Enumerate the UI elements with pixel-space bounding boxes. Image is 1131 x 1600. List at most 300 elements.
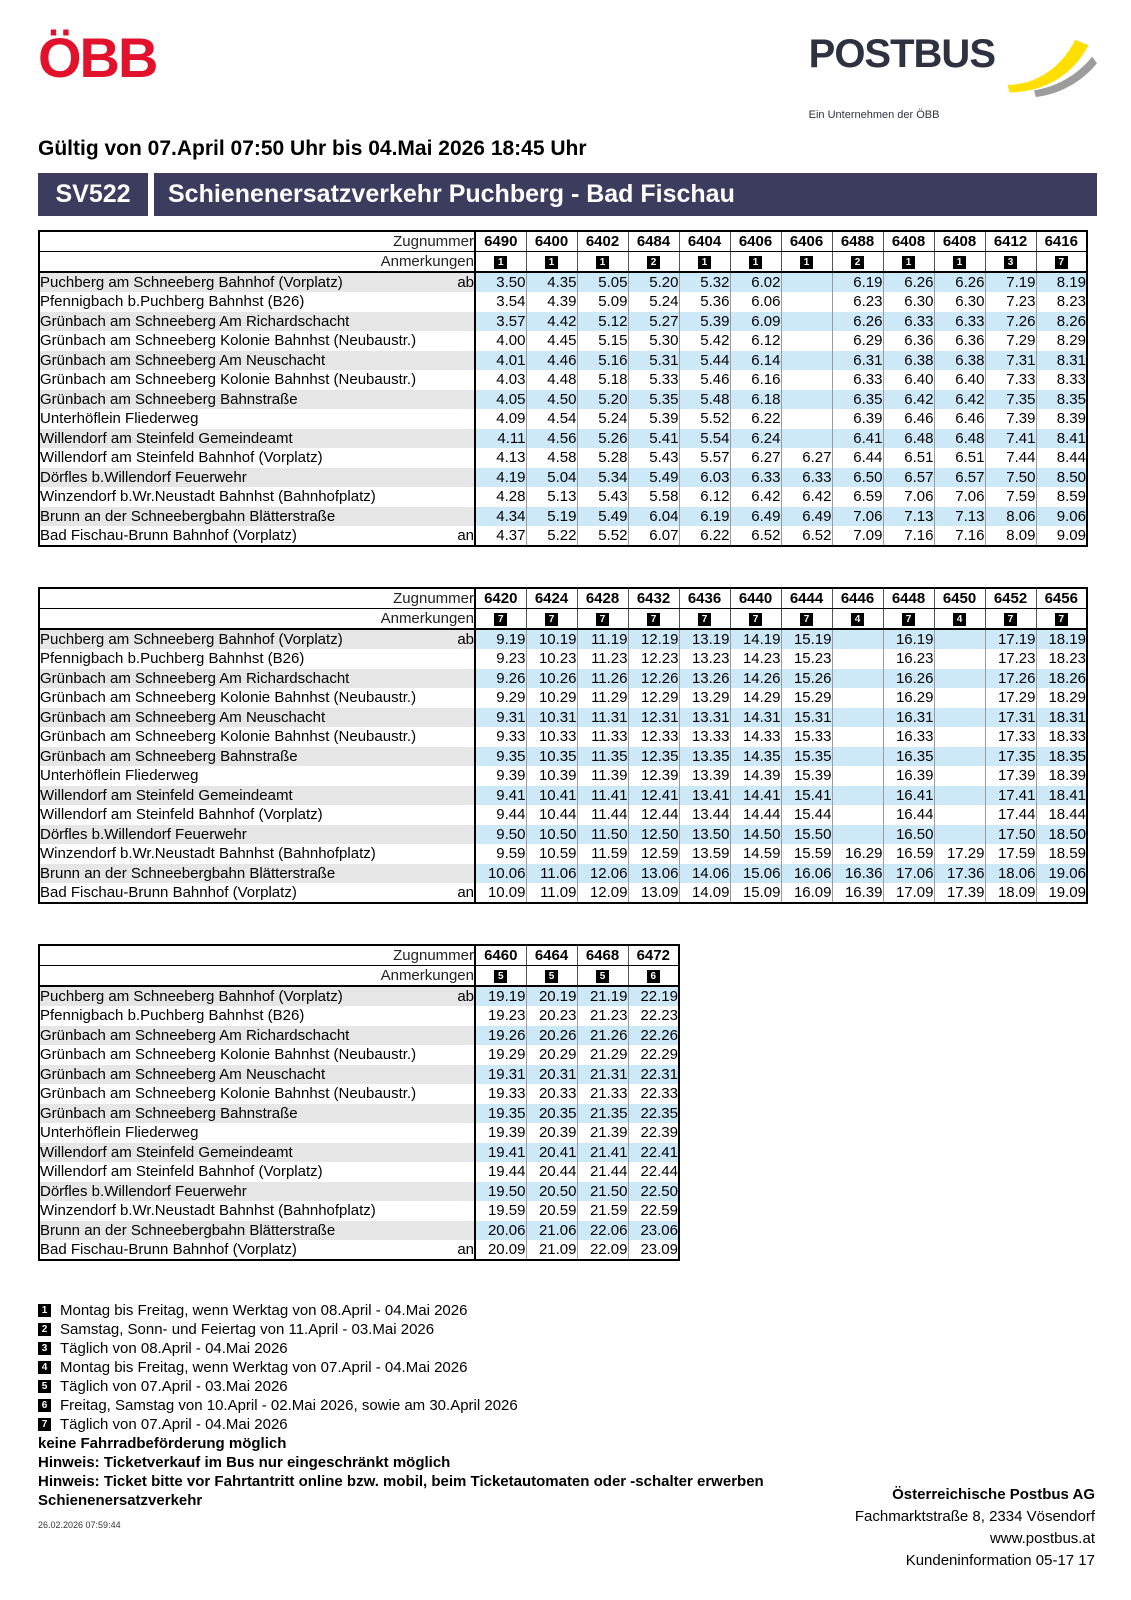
time-cell: 20.44 [526,1162,577,1182]
time-cell: 16.06 [781,864,832,884]
table-row [39,1201,679,1221]
depart-arrive-cell [439,649,475,669]
time-cell: 21.06 [526,1221,577,1241]
time-cell: 12.31 [628,708,679,728]
time-cell [781,429,832,449]
time-cell: 5.39 [628,409,679,429]
time-cell: 23.09 [628,1240,679,1260]
time-cell: 7.59 [985,487,1036,507]
timetable-1 [38,230,1088,547]
time-cell: 6.59 [832,487,883,507]
time-cell: 20.26 [526,1026,577,1046]
time-cell: 5.24 [577,409,628,429]
depart-arrive-cell [439,1104,475,1124]
time-cell: 10.26 [526,669,577,689]
annotation-cell [730,609,781,630]
time-cell: 7.13 [934,507,985,527]
depart-arrive-cell [439,669,475,689]
time-cell: 6.04 [628,507,679,527]
train-number: 6432 [628,588,679,609]
time-cell: 5.24 [628,292,679,312]
time-cell: 19.31 [475,1065,526,1085]
time-cell: 15.39 [781,766,832,786]
train-number: 6412 [985,231,1036,252]
annotation-badge: 7 [647,613,660,626]
time-cell: 5.49 [628,468,679,488]
time-cell: 18.39 [1036,766,1087,786]
station-cell: Dörfles b.Willendorf Feuerwehr [39,468,439,488]
footnote-text: Samstag, Sonn- und Feiertag von 11.April - 03.Mai 2026 [60,1321,435,1338]
table-row [39,272,1087,292]
annotation-badge: 1 [698,256,711,269]
time-cell: 15.26 [781,669,832,689]
time-cell: 16.09 [781,883,832,903]
time-cell: 13.29 [679,688,730,708]
note-line: keine Fahrradbeförderung möglich [38,1435,287,1452]
time-cell: 3.57 [475,312,526,332]
time-cell: 5.18 [577,370,628,390]
time-cell: 10.50 [526,825,577,845]
station-cell: Winzendorf b.Wr.Neustadt Bahnhst (Bahnhofplatz) [40,1202,376,1220]
time-cell: 4.13 [475,448,526,468]
time-cell: 8.41 [1036,429,1087,449]
time-cell: 6.12 [730,331,781,351]
time-cell: 17.29 [934,844,985,864]
annotation-cell [628,609,679,630]
depart-arrive-cell [439,688,475,708]
table-row [39,825,1087,845]
depart-arrive-cell [439,786,475,806]
time-cell: 3.50 [475,272,526,292]
station-cell: Grünbach am Schneeberg Am Richardschacht [39,669,439,689]
time-cell: 5.49 [577,507,628,527]
depart-arrive-cell [439,747,475,767]
time-cell: 16.35 [883,747,934,767]
time-cell [781,272,832,292]
time-cell [832,766,883,786]
time-cell: 10.59 [526,844,577,864]
time-cell: 10.19 [526,629,577,649]
time-cell: 12.26 [628,669,679,689]
time-cell: 22.50 [628,1182,679,1202]
annotation-cell [883,252,934,273]
time-cell: 6.40 [883,370,934,390]
time-cell: 14.09 [679,883,730,903]
time-cell: 12.23 [628,649,679,669]
train-number: 6460 [475,945,526,966]
time-cell [934,688,985,708]
time-cell: 6.33 [781,468,832,488]
annotation-cell [1036,252,1087,273]
time-cell: 18.44 [1036,805,1087,825]
time-cell: 15.44 [781,805,832,825]
table-row [39,1221,679,1241]
annotation-cell [679,252,730,273]
time-cell: 6.07 [628,526,679,546]
station-cell: Brunn an der Schneebergbahn Blätterstraße [39,507,439,527]
time-cell: 15.19 [781,629,832,649]
time-cell: 12.39 [628,766,679,786]
time-cell: 17.39 [934,883,985,903]
time-cell: 6.41 [832,429,883,449]
table-row [39,747,1087,767]
annotation-cell [934,252,985,273]
time-cell: 21.35 [577,1104,628,1124]
time-cell: 14.06 [679,864,730,884]
time-cell: 16.39 [832,883,883,903]
time-cell: 6.33 [934,312,985,332]
table-row [39,708,1087,728]
table-row [39,526,1087,546]
annotation-cell [628,966,679,987]
time-cell: 22.44 [628,1162,679,1182]
time-cell: 7.29 [985,331,1036,351]
time-cell: 6.48 [883,429,934,449]
time-cell: 4.46 [526,351,577,371]
time-cell: 11.19 [577,629,628,649]
time-cell: 5.19 [526,507,577,527]
time-cell: 6.42 [781,487,832,507]
time-cell: 15.59 [781,844,832,864]
time-cell: 4.03 [475,370,526,390]
depart-arrive-cell [439,864,475,884]
footnote-text: Montag bis Freitag, wenn Werktag von 08.April - 04.Mai 2026 [60,1302,468,1319]
annotation-badge: 7 [749,613,762,626]
time-cell: 21.23 [577,1006,628,1026]
table-row [39,487,1087,507]
time-cell: 19.35 [475,1104,526,1124]
footnote-text: Täglich von 07.April - 04.Mai 2026 [60,1416,288,1433]
time-cell: 6.16 [730,370,781,390]
time-cell: 16.19 [883,629,934,649]
time-cell [832,727,883,747]
time-cell: 13.26 [679,669,730,689]
table-row [39,805,1087,825]
footnote-line [38,1377,1097,1396]
footnote-text: Freitag, Samstag von 10.April - 02.Mai 2026, sowie am 30.April 2026 [60,1397,518,1414]
time-cell: 19.09 [1036,883,1087,903]
time-cell: 19.23 [475,1006,526,1026]
time-cell [832,825,883,845]
time-cell: 9.35 [475,747,526,767]
time-cell: 6.24 [730,429,781,449]
depart-arrive-cell [439,331,475,351]
time-cell: 17.36 [934,864,985,884]
footer-company: Österreichische Postbus AG [892,1486,1095,1503]
time-cell: 13.44 [679,805,730,825]
time-cell: 8.26 [1036,312,1087,332]
time-cell: 21.39 [577,1123,628,1143]
time-cell: 5.33 [628,370,679,390]
time-cell: 5.05 [577,272,628,292]
time-cell: 12.29 [628,688,679,708]
time-cell: 22.33 [628,1084,679,1104]
time-cell: 22.09 [577,1240,628,1260]
footnote-line [38,1320,1097,1339]
time-cell: 9.23 [475,649,526,669]
time-cell: 12.50 [628,825,679,845]
time-cell: 9.06 [1036,507,1087,527]
time-cell: 11.41 [577,786,628,806]
station-cell: Willendorf am Steinfeld Bahnhof (Vorplatz) [40,449,323,467]
station-cell: Brunn an der Schneebergbahn Blätterstraße [39,864,439,884]
time-cell: 7.06 [934,487,985,507]
station-cell: Puchberg am Schneeberg Bahnhof (Vorplatz) [39,272,439,292]
footnote-line [38,1301,1097,1320]
time-cell: 17.23 [985,649,1036,669]
time-cell [832,649,883,669]
time-cell: 20.35 [526,1104,577,1124]
train-number: 6400 [526,231,577,252]
time-cell: 7.06 [883,487,934,507]
depart-arrive-cell [439,370,475,390]
annotation-badge: 3 [1004,256,1017,269]
time-cell: 9.19 [475,629,526,649]
footnotes-list [38,1301,1097,1434]
annotation-cell [1036,609,1087,630]
time-cell: 15.50 [781,825,832,845]
station-cell: Bad Fischau-Brunn Bahnhof (Vorplatz) [40,1241,297,1258]
time-cell: 21.33 [577,1084,628,1104]
table-row [39,649,1087,669]
footnote-badge: 6 [38,1399,51,1412]
time-cell: 6.26 [832,312,883,332]
time-cell: 12.06 [577,864,628,884]
station-cell: Willendorf am Steinfeld Bahnhof (Vorplatz) [40,1163,323,1181]
table-row [39,448,1087,468]
table-row [39,390,1087,410]
time-cell [781,292,832,312]
time-cell: 16.31 [883,708,934,728]
time-cell: 4.58 [526,448,577,468]
footnote-badge: 7 [38,1418,51,1431]
time-cell: 9.44 [475,805,526,825]
depart-arrive-cell [439,1123,475,1143]
train-number: 6404 [679,231,730,252]
station-cell: Dörfles b.Willendorf Feuerwehr [39,825,439,845]
time-cell: 10.41 [526,786,577,806]
train-number: 6402 [577,231,628,252]
time-cell [934,629,985,649]
annotation-cell [628,252,679,273]
time-cell: 13.59 [679,844,730,864]
time-cell: 4.34 [475,507,526,527]
time-cell: 16.41 [883,786,934,806]
time-cell: 15.41 [781,786,832,806]
station-cell: Willendorf am Steinfeld Gemeindeamt [39,429,439,449]
station-cell: Grünbach am Schneeberg Am Neuschacht [39,351,439,371]
time-cell: 14.44 [730,805,781,825]
time-cell: 18.35 [1036,747,1087,767]
table-row [39,844,1087,864]
time-cell: 5.42 [679,331,730,351]
time-cell: 21.19 [577,986,628,1006]
time-cell: 9.39 [475,766,526,786]
time-cell: 20.31 [526,1065,577,1085]
time-cell: 7.13 [883,507,934,527]
station-cell: Grünbach am Schneeberg Kolonie Bahnhst (Neubaustr.) [40,332,417,350]
station-cell: Grünbach am Schneeberg Am Neuschacht [39,708,439,728]
time-cell: 5.04 [526,468,577,488]
time-cell: 7.41 [985,429,1036,449]
timetable-2 [38,587,1088,904]
time-cell [781,390,832,410]
time-cell: 5.43 [628,448,679,468]
time-cell: 19.26 [475,1026,526,1046]
time-cell: 4.39 [526,292,577,312]
print-timestamp: 26.02.2026 07:59:44 [38,1520,121,1530]
time-cell: 4.56 [526,429,577,449]
time-cell: 5.43 [577,487,628,507]
footnote-text: Täglich von 07.April - 03.Mai 2026 [60,1378,288,1395]
table-row [39,1162,679,1182]
time-cell: 18.50 [1036,825,1087,845]
time-cell: 21.31 [577,1065,628,1085]
time-cell [934,727,985,747]
annotation-badge: 1 [545,256,558,269]
time-cell: 8.06 [985,507,1036,527]
annotation-cell [577,252,628,273]
time-cell: 17.09 [883,883,934,903]
time-cell: 17.41 [985,786,1036,806]
time-cell: 18.29 [1036,688,1087,708]
depart-arrive-cell [439,487,475,507]
time-cell: 7.23 [985,292,1036,312]
time-cell: 6.03 [679,468,730,488]
time-cell: 12.44 [628,805,679,825]
train-number: 6490 [475,231,526,252]
time-cell: 5.48 [679,390,730,410]
note-line: Schienenersatzverkehr [38,1492,203,1509]
station-cell: Dörfles b.Willendorf Feuerwehr [39,1182,439,1202]
time-cell: 22.41 [628,1143,679,1163]
time-cell: 15.33 [781,727,832,747]
time-cell: 5.22 [526,526,577,546]
time-cell: 16.29 [832,844,883,864]
annotation-cell [883,609,934,630]
table-row [39,986,679,1006]
annotation-cell [526,609,577,630]
footnote-text: Täglich von 08.April - 04.Mai 2026 [60,1340,288,1357]
time-cell: 10.29 [526,688,577,708]
footer-address: Fachmarktstraße 8, 2334 Vösendorf [854,1508,1095,1525]
time-cell: 6.35 [832,390,883,410]
time-cell: 16.59 [883,844,934,864]
annotation-cell [475,609,526,630]
line-title: Schienenersatzverkehr Puchberg - Bad Fischau [154,173,1097,216]
time-cell: 7.39 [985,409,1036,429]
time-cell: 6.02 [730,272,781,292]
time-cell: 5.39 [679,312,730,332]
time-cell: 16.50 [883,825,934,845]
time-cell: 6.42 [730,487,781,507]
depart-arrive-cell: ab [439,272,475,292]
time-cell: 5.52 [679,409,730,429]
annotation-badge: 1 [749,256,762,269]
time-cell: 11.06 [526,864,577,884]
line-number: SV522 [38,173,148,216]
time-cell: 13.50 [679,825,730,845]
annotation-cell [577,609,628,630]
time-cell: 10.35 [526,747,577,767]
time-cell [934,669,985,689]
time-cell: 11.39 [577,766,628,786]
time-cell: 6.36 [883,331,934,351]
time-cell [781,409,832,429]
time-cell: 11.26 [577,669,628,689]
annotation-cell [832,252,883,273]
time-cell: 6.06 [730,292,781,312]
depart-arrive-cell [439,312,475,332]
annotation-badge: 7 [494,613,507,626]
time-cell: 10.09 [475,883,526,903]
time-cell: 5.44 [679,351,730,371]
time-cell: 6.46 [883,409,934,429]
time-cell: 19.06 [1036,864,1087,884]
station-cell: Unterhöflein Fliederweg [40,410,199,428]
time-cell: 10.33 [526,727,577,747]
time-cell: 5.57 [679,448,730,468]
train-number: 6468 [577,945,628,966]
annotation-badge: 4 [851,613,864,626]
table-row [39,1240,679,1260]
time-cell: 18.26 [1036,669,1087,689]
time-cell: 8.31 [1036,351,1087,371]
annotation-badge: 2 [647,256,660,269]
table-row [39,1026,679,1046]
time-cell: 17.31 [985,708,1036,728]
depart-arrive-cell [439,429,475,449]
station-cell: Pfennigbach b.Puchberg Bahnhst (B26) [40,650,305,668]
time-cell: 6.19 [832,272,883,292]
time-cell [832,669,883,689]
annotations-label: Anmerkungen [39,966,475,987]
time-cell: 17.50 [985,825,1036,845]
time-cell: 15.29 [781,688,832,708]
train-number: 6424 [526,588,577,609]
time-cell: 6.49 [730,507,781,527]
time-cell: 8.19 [1036,272,1087,292]
time-cell [832,629,883,649]
annotation-badge: 1 [494,256,507,269]
time-cell: 7.33 [985,370,1036,390]
table-row [39,507,1087,527]
depart-arrive-cell [439,825,475,845]
annotation-cell [679,609,730,630]
time-cell: 10.39 [526,766,577,786]
time-cell: 22.26 [628,1026,679,1046]
time-cell [832,747,883,767]
time-cell: 11.31 [577,708,628,728]
time-cell: 6.49 [781,507,832,527]
time-cell: 4.50 [526,390,577,410]
annotation-cell [985,252,1036,273]
time-cell: 17.19 [985,629,1036,649]
time-cell: 22.39 [628,1123,679,1143]
annotation-badge: 2 [851,256,864,269]
time-cell: 13.19 [679,629,730,649]
time-cell: 9.59 [475,844,526,864]
time-cell: 13.39 [679,766,730,786]
depart-arrive-cell [439,1084,475,1104]
time-cell: 12.33 [628,727,679,747]
depart-arrive-cell [439,1143,475,1163]
time-cell: 13.33 [679,727,730,747]
depart-arrive-cell: ab [439,986,475,1006]
annotation-badge: 7 [1055,613,1068,626]
time-cell: 17.26 [985,669,1036,689]
time-cell: 6.29 [832,331,883,351]
